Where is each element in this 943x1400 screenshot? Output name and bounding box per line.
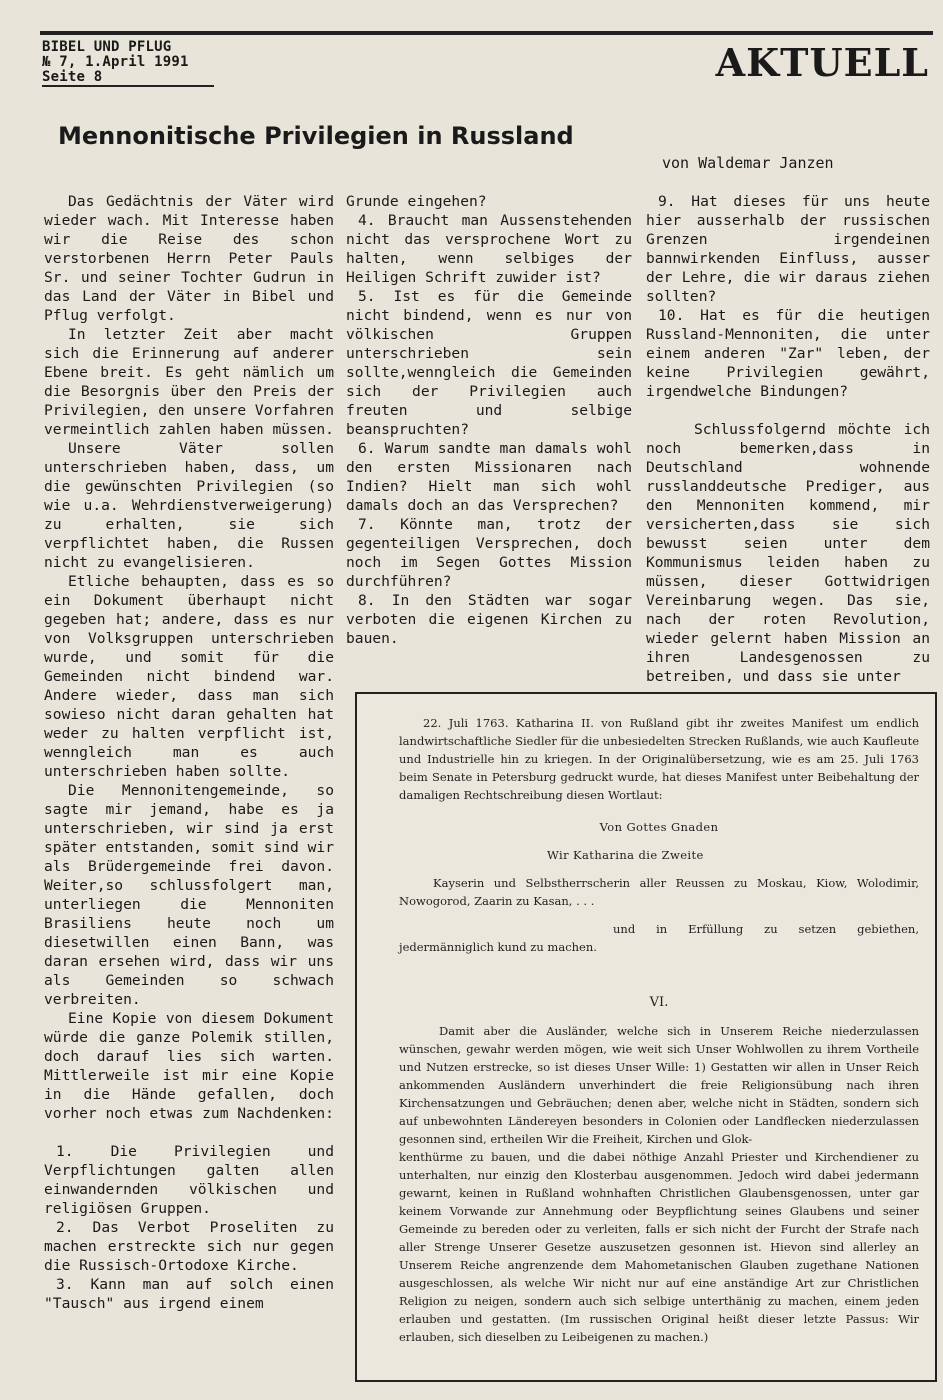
article-author: von Waldemar Janzen (662, 154, 834, 172)
paragraph: In letzter Zeit aber macht sich die Erinnerung auf anderer Ebene breit. Es geht nämlich um die Besorgnis über den Preis der Privilegien, den unsere Vorfahren vermeintlich zahlen haben müssen. (44, 326, 334, 438)
article-column-3 (646, 192, 930, 686)
issue-date: № 7, 1.April 1991 (42, 54, 189, 70)
article-title: Mennonitische Privilegien in Russland (58, 122, 574, 150)
top-rule (40, 31, 933, 35)
article-column-1 (44, 192, 334, 1313)
page-number: Seite 8 (42, 70, 214, 87)
paragraph: Unsere Väter sollen unterschrieben haben, dass, um die gewünschten Privilegien (so wie u.a. Wehrdienstverweigerung) zu erhalten, sie sich verpflichtet haben, die Russen nicht zu evangelisieren. (44, 440, 334, 571)
manifest-grace: Von Gottes Gnaden (599, 820, 719, 834)
list-item: 4. Braucht man Aussenstehenden nicht das versprochene Wort zu halten, wenn selbiges der Heiligen Schrift zuwider ist? (346, 212, 632, 286)
list-item: 9. Hat dieses für uns heute hier ausserhalb der russischen Grenzen irgendeinen bannwirkenden Einfluss, ausser der Lehre, die wir daraus ziehen sollten? (646, 193, 930, 305)
manifest-intro-block (399, 714, 919, 1346)
list-item: 10. Hat es für die heutigen Russland-Mennoniten, die unter einem anderen "Zar" leben, der keine Privilegien gewährt, irgendwelche Bindungen? (646, 307, 930, 400)
paragraph: Etliche behaupten, dass es so ein Dokument überhaupt nicht gegeben hat; andere, dass es nur von Volksgruppen unterschrieben wurde, und somit für die Gemeinden nicht bindend war. Andere wieder, dass man sich sowieso nicht daran gehalten hat weder zu halten verpflicht ist, wenngleich man es auch unterschrieben haben sollte. (44, 573, 334, 780)
manifest-excerpt-box (355, 692, 937, 1382)
manifest-name: Wir Katharina die Zweite (547, 848, 704, 862)
article-column-2 (346, 192, 632, 648)
paragraph: Eine Kopie von diesem Dokument würde die ganze Polemik stillen, doch darauf lies sich warten. Mittlerweile ist mir eine Kopie in die Hände gefallen, doch vorher noch etwas zum Nachdenken: (44, 1010, 334, 1122)
paragraph: Schlussfolgernd möchte ich noch bemerken,dass in Deutschland wohnende russlanddeutsche Prediger, aus den Mennoniten kommend, mir versicherten,dass sie sich bewusst seien unter dem Kommunismus leiden haben zu müssen, dieser Gottwidrigen Vereinbarung wegen. Das sie, nach der roten Revolution, wieder gelernt haben Mission an ihren Landesgenossen zu betreiben, und dass sie unter (646, 421, 930, 685)
publication-name: BIBEL UND PFLUG (42, 39, 172, 55)
list-item: 2. Das Verbot Proseliten zu machen erstreckte sich nur gegen die Russisch-Ortodoxe Kirche. (44, 1219, 334, 1274)
paragraph: Grunde eingehen? (346, 193, 487, 210)
list-item: 1. Die Privilegien und Verpflichtungen galten allen einwandernden völkischen und religiösen Gruppen. (44, 1143, 334, 1217)
manifest-body-2: kenthürme zu bauen, und die dabei nöthige Anzahl Priester und Kirchendiener zu unterhalten, nur einzig den Klosterbau ausgenommen. Jedoch wird dabei jedermann gewarnt, keinen in Rußland wohnhaften Christlichen Glaubensgenossen, unter gar keinem Vorwande zur Annehmung oder Beypflichtung seines Glaubens und seiner Gemeinde zu bereden oder zu verleiten, falls er sich nicht der Furcht der Strafe nach aller Strenge Unserer Gesetze auszusetzen gesonnen ist. Hievon sind allerley an Unserem Reiche angrenzende dem Mahometanischen Glauben zugethane Nationen ausgeschlossen, als welche Wir nicht nur auf eine anständige Art zur Christlichen Religion zu neigen, sondern auch sich selbige unterthänig zu machen, einem jeden erlauben und gestatten. (Im russischen Original heißt dieser letzte Passus: Wir erlauben, sich dieselben zu Leibeigenen zu machen.) (399, 1150, 919, 1344)
list-item: 5. Ist es für die Gemeinde nicht bindend, wenn es nur von völkischen Gruppen unterschrieben sein sollte,wenngleich die Gemeinden sich der Privilegien auch freuten und selbige beanspruchten? (346, 288, 632, 438)
paragraph: Die Mennonitengemeinde, so sagte mir jemand, habe es ja unterschrieben, wir sind ja erst später entstanden, somit sind wir als Brüdergemeinde frei davon. Weiter,so schlussfolgert man, unterliegen die Mennoniten Brasiliens heute noch um diesetwillen einen Bann, was daran ersehen wird, dass wir uns als Gemeinden so schwach verbreiten. (44, 782, 334, 1008)
manifest-fulfil: und in Erfüllung zu setzen gebiethen, jedermänniglich kund zu machen. (399, 922, 919, 954)
manifest-body-1: Damit aber die Ausländer, welche sich in Unserem Reiche niederzulassen wünschen, gewahr werden mögen, wie weit sich Unser Wohlwollen zu ihrem Vortheile und Nutzen erstrecke, so ist dieses Unser Wille: 1) Gestatten wir allen in Unser Reich ankommenden Ausländern unverhindert die freie Religionsübung nach ihren Kirchensatzungen und Gebräuchen; denen aber, welche nicht in Städten, sondern sich auf unbewohnten Ländereyen besonders in Colonien oder Landflecken niederzulassen gesonnen sind, ertheilen Wir die Freiheit, Kirchen und Glok- (399, 1024, 919, 1146)
paragraph: Das Gedächtnis der Väter wird wieder wach. Mit Interesse haben wir die Reise des schon verstorbenen Herrn Peter Pauls Sr. und seiner Tochter Gudrun in das Land der Väter in Bibel und Pflug verfolgt. (44, 193, 334, 324)
masthead-info (42, 40, 214, 87)
manifest-section-number: VI. (649, 995, 669, 1010)
list-item: 7. Könnte man, trotz der gegenteiligen Versprechen, doch noch im Segen Gottes Mission durchführen? (346, 516, 632, 590)
list-item: 3. Kann man auf solch einen "Tausch" aus irgend einem (44, 1276, 334, 1312)
manifest-intro: 22. Juli 1763. Katharina II. von Rußland gibt ihr zweites Manifest um endlich landwirtschaftliche Siedler für die unbesiedelten Strecken Rußlands, wie auch Kaufleute und Industrielle hin zu kriegen. In der Originalübersetzung, wie es am 25. Juli 1763 beim Senate in Petersburg gedruckt wurde, hat dieses Manifest unter Beibehaltung der damaligen Rechtschreibung diesen Wortlaut: (399, 716, 919, 802)
list-item: 8. In den Städten war sogar verboten die eigenen Kirchen zu bauen. (346, 592, 632, 647)
section-title: AKTUELL (715, 40, 929, 85)
list-item: 6. Warum sandte man damals wohl den ersten Missionaren nach Indien? Hielt man sich wohl damals doch an das Versprechen? (346, 440, 632, 514)
manifest-titles: Kayserin und Selbstherrscherin aller Reussen zu Moskau, Kiow, Wolodimir, Nowogorod, Zaarin zu Kasan, . . . (399, 876, 919, 908)
